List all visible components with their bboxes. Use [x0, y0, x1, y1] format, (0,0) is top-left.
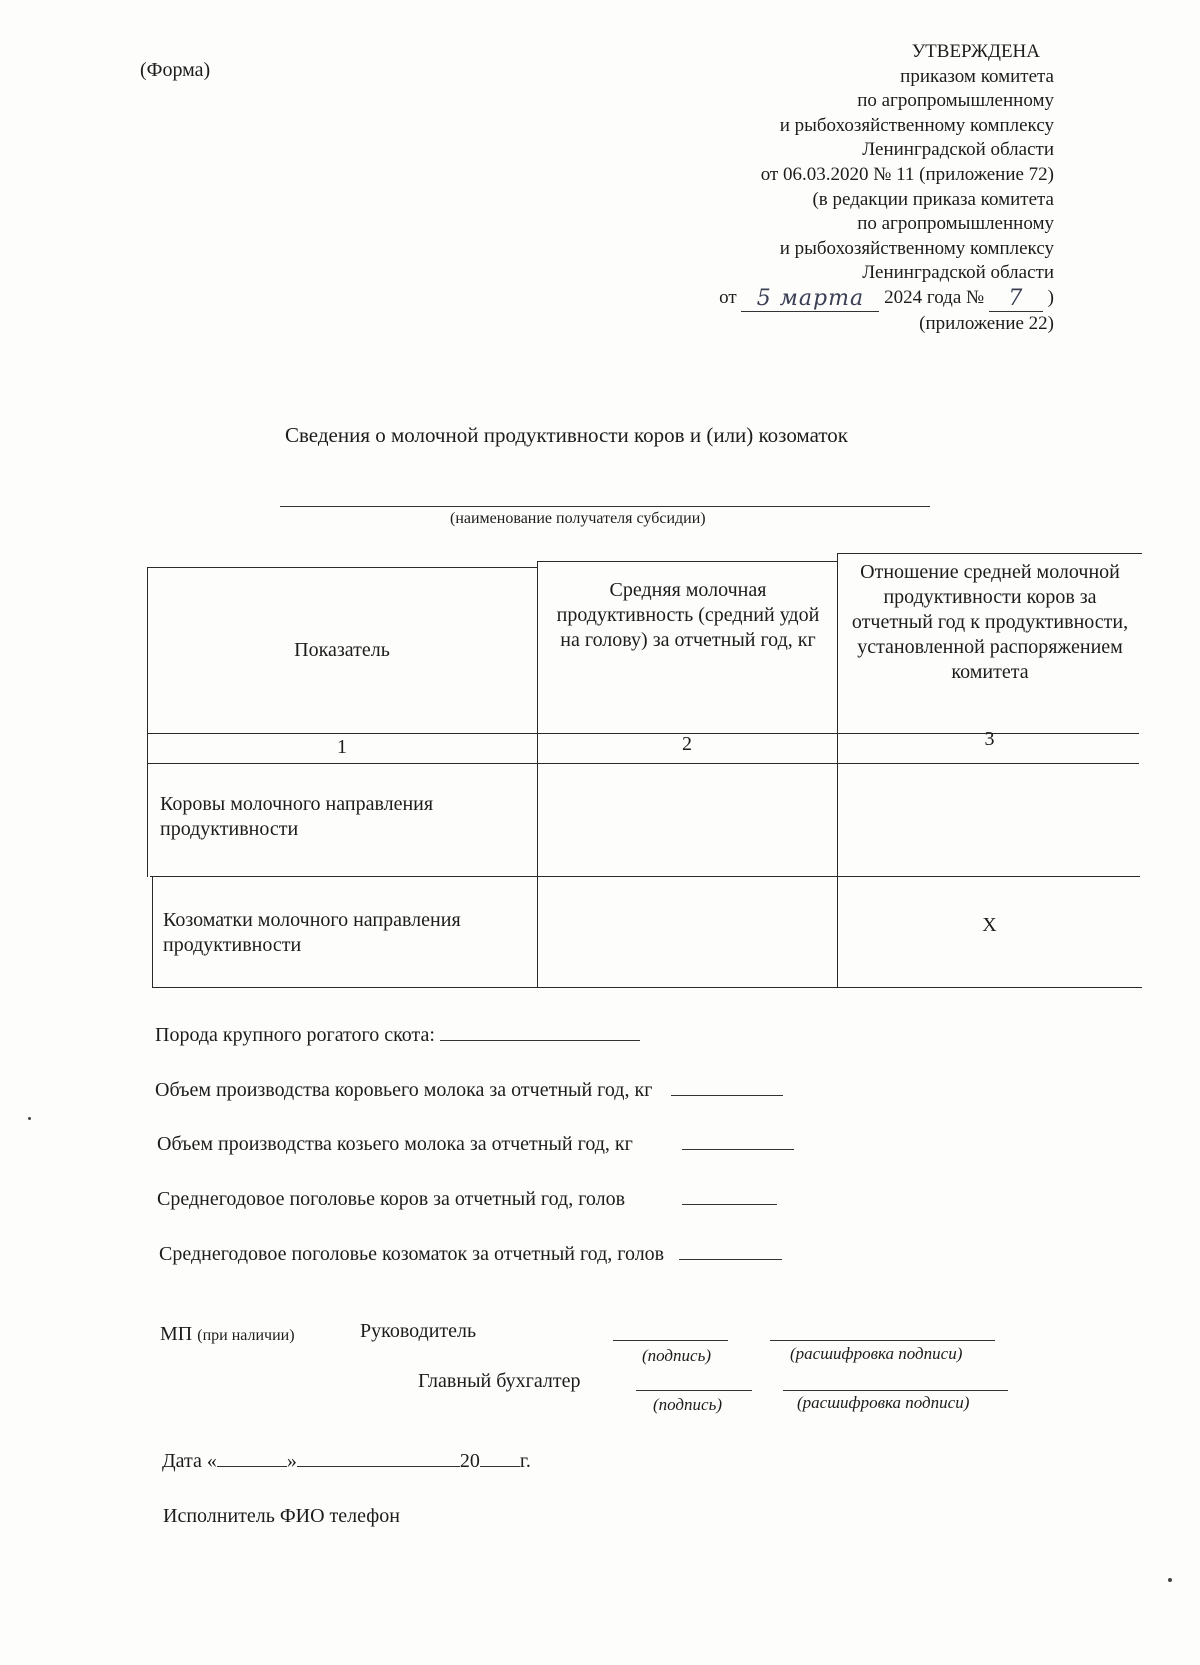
goat-milk-volume-label: Объем производства козьего молока за отчетный год, кг: [157, 1133, 633, 1155]
goat-milk-volume-field: [157, 1131, 794, 1156]
approval-line: Ленинградской области: [862, 262, 1054, 284]
decoding-caption: (расшифровка подписи): [797, 1393, 970, 1412]
row-label-goats: Козоматки молочного направления продуктивности: [163, 909, 461, 956]
signature-caption: (подпись): [653, 1395, 722, 1414]
approval-line: по агропромышленному: [857, 213, 1054, 235]
cow-milk-volume-label: Объем производства коровьего молока за отчетный год, кг: [155, 1079, 653, 1101]
date-prefix: от: [719, 286, 737, 308]
approval-line: и рыбохозяйственному комплексу: [779, 114, 1054, 136]
date-field: [162, 1448, 531, 1473]
table-column-divider: [537, 561, 538, 988]
table-border-top: [837, 553, 1142, 554]
header-ratio: Отношение средней молочной продуктивности коров за отчетный год к продуктивности, установленной распоряжением комитета: [851, 561, 1129, 683]
amendment-number-blank: [989, 286, 1043, 312]
date-month-line[interactable]: [297, 1448, 460, 1467]
amendment-date-blank: [741, 286, 879, 312]
scan-speck: [1168, 1578, 1172, 1582]
amendment-date-line: [719, 286, 1054, 312]
column-number: 1: [337, 736, 347, 758]
table-border-top: [147, 567, 537, 568]
date-year-line[interactable]: [480, 1448, 520, 1467]
head-signature-line[interactable]: [613, 1340, 728, 1341]
date-mid-label: »: [286, 1450, 297, 1472]
seal-label: МП (при наличии): [160, 1323, 295, 1345]
table-border-top: [537, 561, 837, 562]
recipient-name-line[interactable]: [280, 506, 930, 507]
breed-input-line[interactable]: [440, 1022, 640, 1041]
approval-line: (в редакции приказа комитета: [812, 188, 1054, 210]
cow-milk-volume-input-line[interactable]: [671, 1077, 783, 1096]
breed-field: [155, 1022, 640, 1047]
cow-headcount-input-line[interactable]: [682, 1186, 777, 1205]
handwritten-date: 5 марта: [756, 285, 865, 311]
table-number-separator: [147, 763, 1139, 764]
header-indicator: Показатель: [294, 639, 390, 661]
approval-line: от 06.03.2020 № 11 (приложение 72): [760, 163, 1054, 185]
approval-line: по агропромышленному: [857, 90, 1054, 112]
goat-milk-volume-input-line[interactable]: [682, 1131, 794, 1150]
cow-headcount-label: Среднегодовое поголовье коров за отчетный год, голов: [157, 1188, 626, 1210]
goat-headcount-input-line[interactable]: [679, 1241, 782, 1260]
approval-appendix: (приложение 22): [919, 312, 1054, 334]
table-border-bottom: [152, 987, 1142, 988]
cell-goats-ratio: Х: [982, 914, 997, 936]
row-label-cows: Коровы молочного направления продуктивности: [160, 793, 434, 840]
signature-caption: (подпись): [642, 1346, 711, 1365]
table-row-separator: [150, 876, 1140, 877]
head-label: Руководитель: [360, 1320, 477, 1342]
year-text: 2024 года №: [884, 286, 985, 308]
approval-block: [719, 40, 1054, 336]
form-label: (Форма): [140, 59, 211, 81]
accountant-decoding-line[interactable]: [783, 1390, 1008, 1391]
seal-note: (при наличии): [197, 1327, 295, 1344]
approval-line: и рыбохозяйственному комплексу: [779, 237, 1054, 259]
cow-headcount-field: [157, 1186, 777, 1211]
date-century-label: 20: [459, 1450, 480, 1472]
header-average-yield: Средняя молочная продуктивность (средний удой на голову) за отчетный год, кг: [556, 579, 820, 651]
head-decoding-line[interactable]: [770, 1340, 995, 1341]
handwritten-number: 7: [1008, 285, 1024, 311]
decoding-caption: (расшифровка подписи): [790, 1344, 963, 1363]
close-paren: ): [1047, 286, 1054, 308]
executor-label: Исполнитель ФИО телефон: [163, 1505, 400, 1527]
column-number: 2: [682, 733, 692, 755]
approval-line: приказом комитета: [900, 65, 1054, 87]
cow-milk-volume-field: [155, 1077, 783, 1102]
date-day-line[interactable]: [217, 1448, 287, 1467]
date-suffix-label: г.: [519, 1450, 531, 1472]
date-prefix-label: Дата «: [162, 1450, 217, 1472]
approval-line: Ленинградской области: [862, 139, 1054, 161]
approval-heading: УТВЕРЖДЕНА: [911, 41, 1040, 62]
breed-label: Порода крупного рогатого скота:: [155, 1024, 435, 1046]
table-border-left: [152, 876, 153, 988]
column-number: 3: [984, 728, 995, 750]
goat-headcount-label: Среднегодовое поголовье козоматок за отчетный год, голов: [159, 1243, 665, 1265]
recipient-caption: (наименование получателя субсидии): [450, 510, 706, 527]
accountant-signature-line[interactable]: [636, 1390, 752, 1391]
table-border-left: [147, 567, 148, 877]
document-title: Сведения о молочной продуктивности коров и (или) козоматок: [285, 423, 848, 447]
accountant-label: Главный бухгалтер: [418, 1370, 581, 1392]
goat-headcount-field: [159, 1241, 782, 1266]
scan-speck: [28, 1117, 31, 1120]
